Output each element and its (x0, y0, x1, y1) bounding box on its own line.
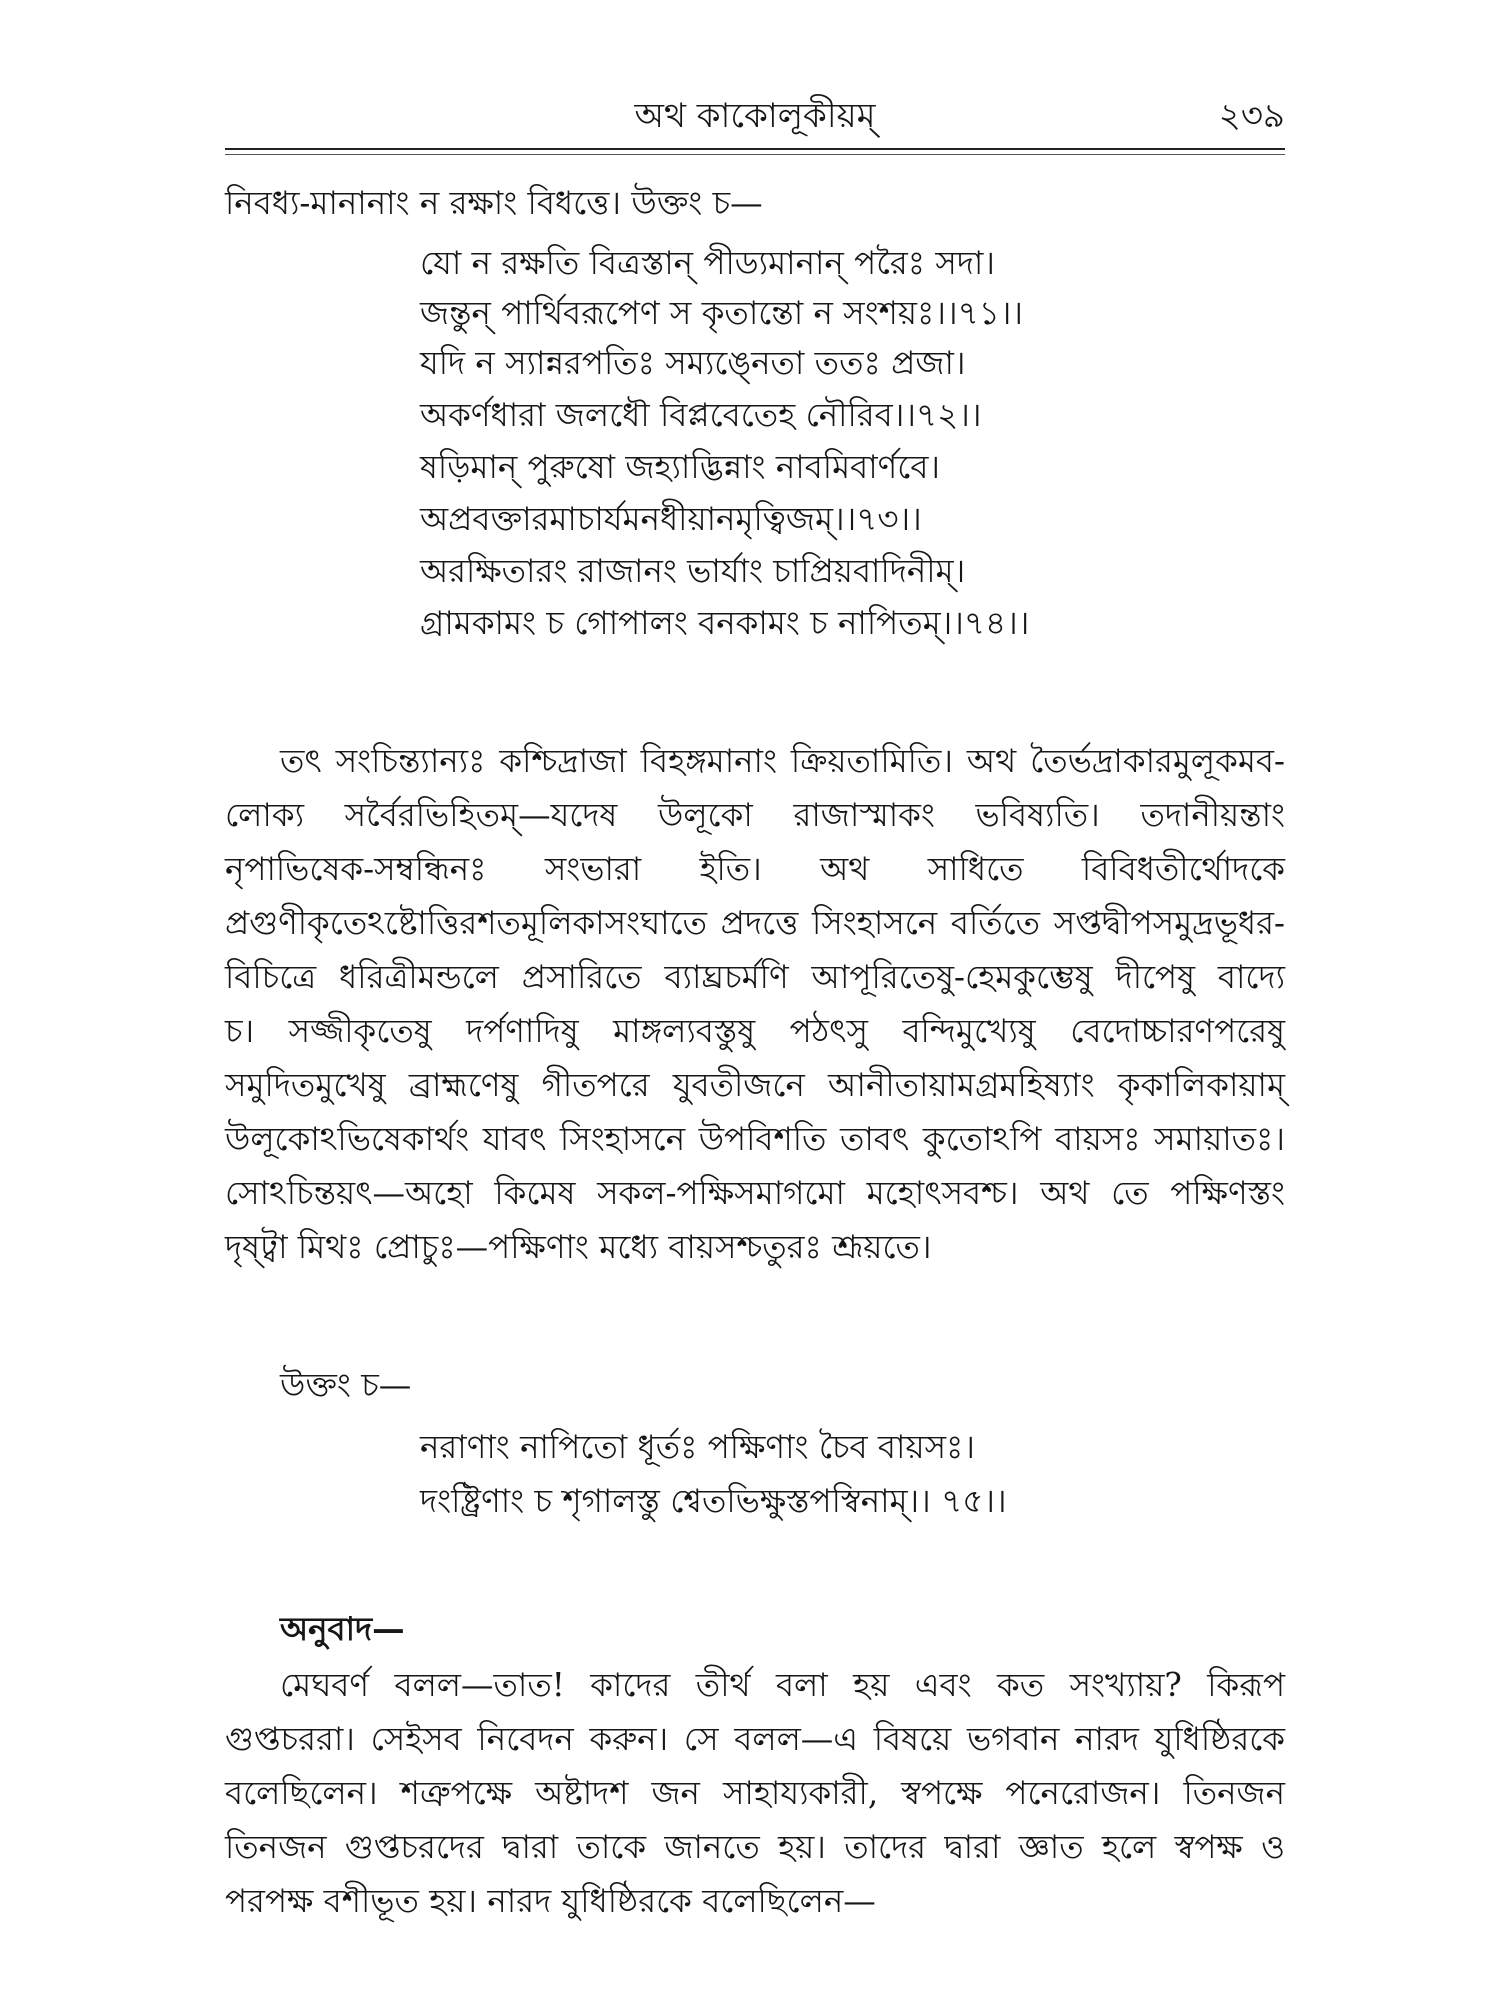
paragraph-line: নৃপাভিষেক-সম্বন্ধিনঃ সংভারা ইতি। অথ সাধিতে বিবিধতীর্থোদকে (225, 850, 1285, 888)
verse-line: নরাণাং নাপিতো ধূর্তঃ পক্ষিণাং চৈব বায়সঃ। (420, 1428, 976, 1466)
translation-line: তিনজন গুপ্তচরদের দ্বারা তাকে জানতে হয়। তাদের দ্বারা জ্ঞাত হলে স্বপক্ষ ও (225, 1828, 1285, 1866)
paragraph-line: সোঽচিন্তয়ৎ—অহো কিমেষ সকল-পক্ষিসমাগমো মহোৎসবশ্চ। অথ তে পক্ষিণস্তং (225, 1174, 1285, 1212)
paragraph-line: উলূকোঽভিষেকার্থং যাবৎ সিংহাসনে উপবিশতি তাবৎ কুতোঽপি বায়সঃ সমায়াতঃ। (225, 1120, 1285, 1158)
running-title: অথ কাকোলূকীয়ম্ (634, 96, 876, 136)
ukta-label: উক্তং চ— (280, 1366, 412, 1404)
header-rule (225, 148, 1285, 155)
translation-line: গুপ্তচররা। সেইসব নিবেদন করুন। সে বলল—এ বিষয়ে ভগবান নারদ যুধিষ্ঠিরকে (225, 1720, 1285, 1758)
page-number: ২৩৯ (1218, 96, 1285, 136)
verse-line: যদি ন স্যান্নরপতিঃ সম্যঙ্নেতা ততঃ প্রজা। (420, 344, 966, 382)
translation-label: অনুবাদ— (280, 1609, 405, 1648)
verse-line: অপ্রবক্তারমাচার্যমনধীয়ানমৃত্বিজম্।।৭৩।। (420, 500, 922, 538)
verse-line: যো ন রক্ষতি বিত্রস্তান্ পীড্যমানান্ পরৈঃ সদা। (420, 244, 995, 282)
paragraph-line: চ। সজ্জীকৃতেষু দর্পণাদিষু মাঙ্গল্যবস্তুষু পঠৎসু বন্দিমুখ্যেষু বেদোচ্চারণপরেষু (225, 1012, 1285, 1050)
verse-line: ষড়িমান্ পুরুষো জহ্যাদ্ভিন্নাং নাবমিবার্ণবে। (420, 448, 941, 486)
paragraph-line: তৎ সংচিন্ত্যান্যঃ কশ্চিদ্রাজা বিহঙ্গমানাং ক্রিয়তামিতি। অথ তৈর্ভদ্রাকারমুলূকমব- (280, 742, 1285, 780)
paragraph-line: প্রগুণীকৃতেঽষ্টোত্তিরশতমূলিকাসংঘাতে প্রদত্তে সিংহাসনে বর্তিতে সপ্তদ্বীপসমুদ্রভূধর- (225, 904, 1285, 942)
intro-line: নিবধ্য-মানানাং ন রক্ষাং বিধত্তে। উক্তং চ— (225, 184, 763, 222)
translation-line: পরপক্ষ বশীভূত হয়। নারদ যুধিষ্ঠিরকে বলেছিলেন— (225, 1882, 876, 1920)
verse-line: অরক্ষিতারং রাজানং ভার্যাং চাপ্রিয়বাদিনীম্। (420, 552, 966, 590)
paragraph-line: সমুদিতমুখেষু ব্রাহ্মণেষু গীতপরে যুবতীজনে আনীতায়ামগ্রমহিষ্যাং কৃকালিকায়াম্ (225, 1066, 1285, 1104)
paragraph-line: দৃষ্ট্বা মিথঃ প্রোচুঃ—পক্ষিণাং মধ্যে বায়সশ্চতুরঃ শ্রূয়তে। (225, 1228, 932, 1266)
translation-line: মেঘবর্ণ বলল—তাত! কাদের তীর্থ বলা হয় এবং কত সংখ্যায়? কিরূপ (280, 1666, 1285, 1704)
paragraph-line: বিচিত্রে ধরিত্রীমন্ডলে প্রসারিতে ব্যাঘ্রচর্মণি আপূরিতেষু-হেমকুম্ভেষু দীপেষু বাদ্যে (225, 958, 1285, 996)
page-header (225, 92, 1285, 152)
translation-line: বলেছিলেন। শত্রুপক্ষে অষ্টাদশ জন সাহায্যকারী, স্বপক্ষে পনেরোজন। তিনজন (225, 1774, 1285, 1812)
verse-line: গ্রামকামং চ গোপালং বনকামং চ নাপিতম্।।৭৪।। (420, 604, 1030, 642)
verse-line: জন্তুন্ পার্থিবরূপেণ স কৃতান্তো ন সংশয়ঃ।।৭১।। (420, 294, 1024, 332)
verse-line: দংষ্ট্রিণাং চ শৃগালস্তু শ্বেতভিক্ষুস্তপস্বিনাম্।। ৭৫।। (420, 1482, 1007, 1520)
verse-line: অকর্ণধারা জলধৌ বিপ্লবেতেহ নৌরিব।।৭২।। (420, 396, 982, 434)
paragraph-line: লোক্য সর্বৈরভিহিতম্—যদেষ উলূকো রাজাস্মাকং ভবিষ্যতি। তদানীয়ন্তাং (225, 796, 1285, 834)
